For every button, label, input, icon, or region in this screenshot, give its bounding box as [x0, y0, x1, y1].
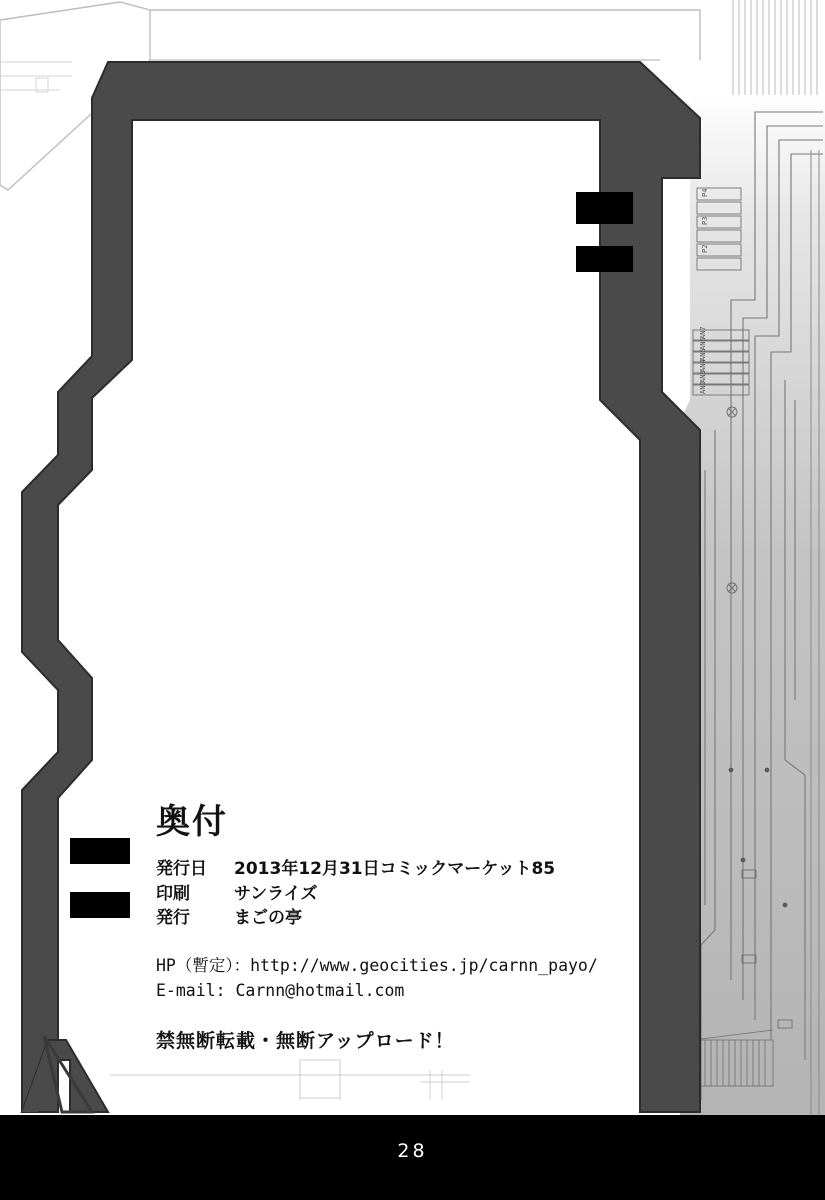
svg-text:P4: P4	[701, 188, 709, 197]
svg-text:AN4: AN4	[699, 359, 707, 372]
ink-block-upper-2	[576, 246, 633, 272]
colophon-rows	[156, 857, 656, 931]
svg-text:AN7: AN7	[699, 326, 707, 339]
colophon-row-value: 2013年12月31日コミックマーケット85	[234, 859, 556, 879]
colophon-row	[156, 906, 656, 931]
ink-block-upper-1	[576, 192, 633, 224]
colophon-row-label: 発行日	[156, 859, 207, 879]
colophon-row	[156, 857, 656, 882]
contact-block	[156, 953, 656, 1004]
svg-text:P3: P3	[701, 216, 709, 225]
homepage-line: HP（暫定）：http://www.geocities.jp/carnn_payo/	[156, 955, 598, 975]
colophon	[156, 802, 656, 1053]
svg-text:P2: P2	[701, 244, 709, 253]
email-line: E-mail: Carnn@hotmail.com	[156, 981, 405, 1001]
copyright-notice: 禁無断転載・無断アップロード！	[156, 1030, 455, 1053]
colophon-row	[156, 882, 656, 907]
colophon-row-value: サンライズ	[234, 883, 318, 904]
svg-text:AN5: AN5	[699, 348, 707, 361]
ink-block-lower-2	[70, 892, 130, 918]
colophon-row-value: まごの亭	[234, 908, 302, 929]
colophon-title: 奥付	[156, 802, 228, 842]
page-number: 28	[397, 1140, 428, 1162]
colophon-row-label: 発行	[156, 908, 190, 929]
svg-text:AN3: AN3	[699, 370, 707, 383]
svg-text:AN2: AN2	[699, 381, 707, 394]
colophon-row-label: 印刷	[156, 883, 190, 904]
svg-text:AN6: AN6	[699, 337, 707, 350]
ink-block-lower-1	[70, 838, 130, 864]
